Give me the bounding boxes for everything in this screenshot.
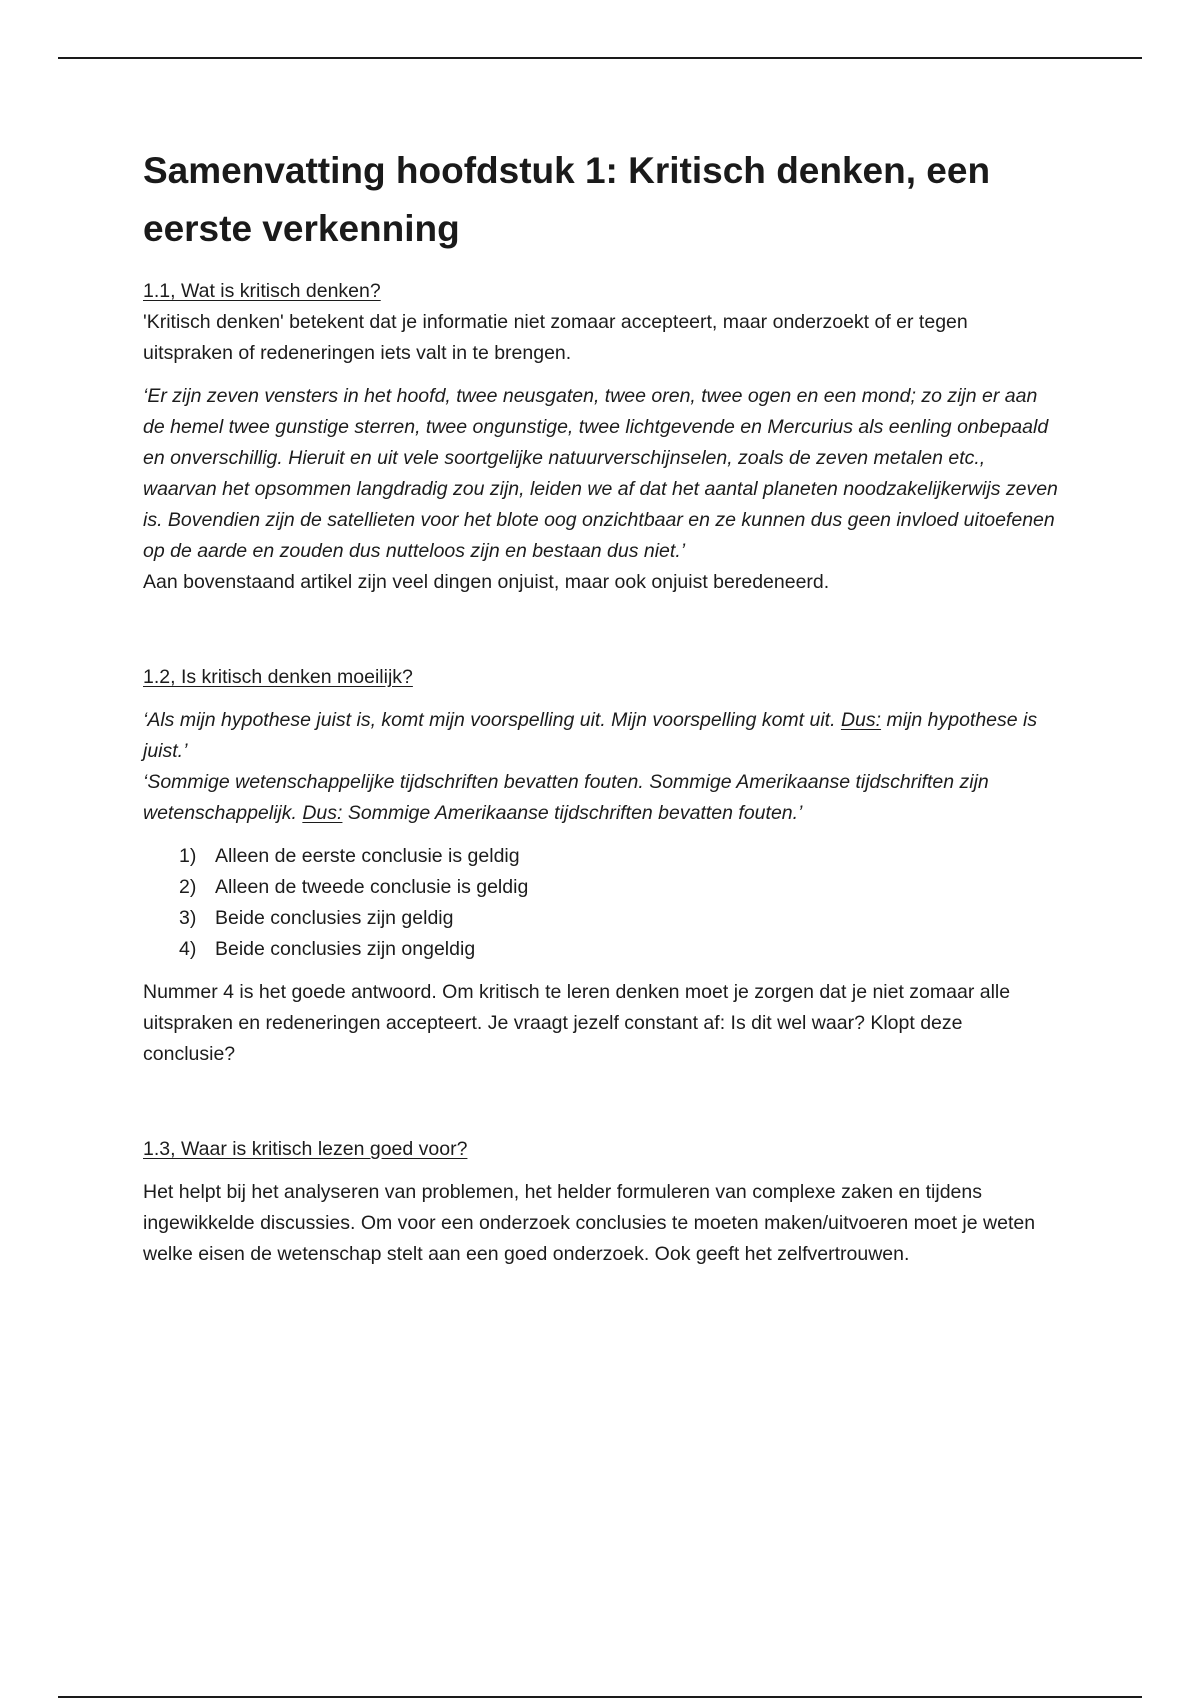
spacer [143, 829, 1058, 841]
paragraph-after-quote: Aan bovenstaand artikel zijn veel dingen onjuist, maar ook onjuist beredeneerd. [143, 571, 830, 593]
paragraph-body: Het helpt bij het analyseren van problemen, het helder formuleren van complexe zaken en tijdens ingewikkelde discussies. Om voor een onderzoek conclusies te moeten maken/uitvoeren moet je weten welke eisen de wetenschap stelt aan een goed onderzoek. Ook geeft het zelfvertrouwen. [143, 1181, 1036, 1265]
spacer [143, 693, 1058, 705]
list-item [143, 872, 1058, 903]
section-heading: 1.2, Is kritisch denken moeilijk? [143, 666, 413, 688]
list-item-number: 1) [179, 845, 197, 867]
section-1-2 [143, 662, 1058, 1070]
quote-planets: ‘Er zijn zeven vensters in het hoofd, twee neusgaten, twee oren, twee ogen en een mond; zo zijn er aan de hemel twee gunstige sterren, twee ongunstige, twee lichtgevende en Mercurius als eenling onbepaald en onverschillig. Hieruit en uit vele soortgelijke natuurverschijnselen, zoals de zeven metalen etc., waarvan het opsommen langdradig zou zijn, leiden we af dat het aantal planeten noodzakelijkerwijs zeven is. Bovendien zijn de satellieten voor het blote oog onzichtbaar en ze kunnen dus geen invloed uitoefenen op de aarde en zouden dus nutteloos zijn en bestaan dus niet.’ [143, 385, 1058, 562]
quote-keyword: Dus: [302, 802, 343, 824]
list-item [143, 934, 1058, 965]
spacer [143, 965, 1058, 977]
list-item-text: Alleen de eerste conclusie is geldig [215, 845, 520, 867]
spacer [143, 1070, 1058, 1134]
section-heading: 1.1, Wat is kritisch denken? [143, 280, 381, 302]
quote-journals [143, 767, 1058, 829]
quote-keyword: Dus: [840, 709, 882, 731]
list-item-text: Beide conclusies zijn ongeldig [215, 938, 476, 960]
spacer [143, 1165, 1058, 1177]
list-item-text: Beide conclusies zijn geldig [215, 907, 454, 929]
list-item-number: 2) [179, 876, 197, 898]
section-1-1 [143, 276, 1058, 598]
answer-options-list [143, 841, 1058, 965]
bottom-rule [58, 1696, 1142, 1698]
list-item-number: 4) [179, 938, 197, 960]
list-item-text: Alleen de tweede conclusie is geldig [215, 876, 529, 898]
list-item-number: 3) [179, 907, 197, 929]
spacer [143, 369, 1058, 381]
section-1-3 [143, 1134, 1058, 1270]
list-item [143, 903, 1058, 934]
top-rule [58, 57, 1142, 59]
section-heading: 1.3, Waar is kritisch lezen goed voor? [143, 1138, 468, 1160]
quote-text: Sommige Amerikaanse tijdschriften bevatten fouten.’ [342, 802, 803, 824]
spacer [143, 598, 1058, 662]
quote-text: mijn hypothese is juist.’ [143, 709, 1038, 762]
document-body [143, 142, 1058, 1270]
paragraph-intro: 'Kritisch denken' betekent dat je informatie niet zomaar accepteert, maar onderzoekt of er tegen uitspraken of redeneringen iets valt in te brengen. [143, 311, 968, 364]
quote-text: ‘Sommige wetenschappelijke tijdschriften bevatten fouten. Sommige Amerikaanse tijdschriften zijn wetenschappelijk. [143, 771, 989, 824]
paragraph-answer: Nummer 4 is het goede antwoord. Om kritisch te leren denken moet je zorgen dat je niet zomaar alle uitspraken en redeneringen accepteert. Je vraagt jezelf constant af: Is dit wel waar? Klopt deze conclusie? [143, 981, 1011, 1065]
quote-hypothesis [143, 705, 1058, 767]
quote-text: ‘Als mijn hypothese juist is, komt mijn voorspelling uit. Mijn voorspelling komt uit. [143, 709, 841, 731]
page-title: Samenvatting hoofdstuk 1: Kritisch denken, een eerste verkenning [143, 150, 991, 249]
list-item [143, 841, 1058, 872]
